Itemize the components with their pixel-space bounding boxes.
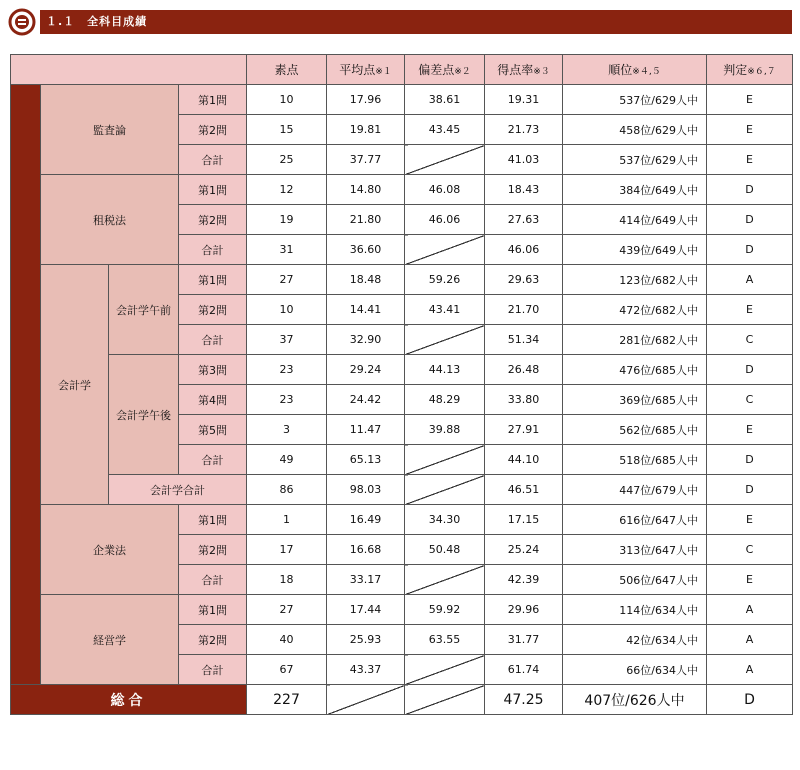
cell-score: 31 bbox=[247, 235, 327, 265]
cell-score: 15 bbox=[247, 115, 327, 145]
row-label: 第1問 bbox=[179, 265, 247, 295]
table-row bbox=[11, 595, 793, 625]
header-row bbox=[11, 55, 793, 85]
cell-judge: E bbox=[707, 145, 793, 175]
cell-avg: 19.81 bbox=[327, 115, 405, 145]
cell-rank: 281位/682人中 bbox=[563, 325, 707, 355]
cell-judge: D bbox=[707, 475, 793, 505]
cell-avg: 33.17 bbox=[327, 565, 405, 595]
row-label: 合計 bbox=[179, 655, 247, 685]
cell-score: 37 bbox=[247, 325, 327, 355]
cell-rank: 66位/634人中 bbox=[563, 655, 707, 685]
cell-rate: 27.91 bbox=[485, 415, 563, 445]
cell-rate: 46.51 bbox=[485, 475, 563, 505]
cell-avg: 65.13 bbox=[327, 445, 405, 475]
cell-dev-empty bbox=[405, 235, 485, 265]
cell-avg: 14.80 bbox=[327, 175, 405, 205]
row-label: 合計 bbox=[179, 445, 247, 475]
cell-dev-empty bbox=[405, 475, 485, 505]
sidebar-band bbox=[11, 85, 41, 685]
col-rate: 得点率※３ bbox=[485, 55, 563, 85]
cell-rank: 616位/647人中 bbox=[563, 505, 707, 535]
cell-rate: 41.03 bbox=[485, 145, 563, 175]
cell-avg: 21.80 bbox=[327, 205, 405, 235]
cell-judge: D bbox=[707, 205, 793, 235]
cell-dev: 59.26 bbox=[405, 265, 485, 295]
cell-rate: 44.10 bbox=[485, 445, 563, 475]
row-label: 第2問 bbox=[179, 625, 247, 655]
cell-rank: 114位/634人中 bbox=[563, 595, 707, 625]
cell-rate: 61.74 bbox=[485, 655, 563, 685]
cell-avg: 25.93 bbox=[327, 625, 405, 655]
cell-dev-empty bbox=[405, 445, 485, 475]
row-label: 第2問 bbox=[179, 535, 247, 565]
cell-avg: 29.24 bbox=[327, 355, 405, 385]
cell-rank: 472位/682人中 bbox=[563, 295, 707, 325]
total-dev-empty bbox=[405, 685, 485, 715]
cell-avg: 36.60 bbox=[327, 235, 405, 265]
cell-judge: A bbox=[707, 595, 793, 625]
cell-dev: 39.88 bbox=[405, 415, 485, 445]
row-label: 第2問 bbox=[179, 205, 247, 235]
cell-dev-empty bbox=[405, 145, 485, 175]
cell-rate: 26.48 bbox=[485, 355, 563, 385]
cell-rank: 313位/647人中 bbox=[563, 535, 707, 565]
subject-sozei: 租税法 bbox=[41, 175, 179, 265]
cell-judge: E bbox=[707, 505, 793, 535]
subject-kaikei: 会計学 bbox=[41, 265, 109, 505]
cell-rank: 42位/634人中 bbox=[563, 625, 707, 655]
subject-keiei: 経営学 bbox=[41, 595, 179, 685]
cell-dev: 43.45 bbox=[405, 115, 485, 145]
table-row bbox=[11, 355, 793, 385]
header-blank bbox=[11, 55, 247, 85]
col-rank: 順位※４,５ bbox=[563, 55, 707, 85]
table-row bbox=[11, 265, 793, 295]
cell-judge: E bbox=[707, 565, 793, 595]
cell-dev-empty bbox=[405, 325, 485, 355]
cell-rate: 27.63 bbox=[485, 205, 563, 235]
cell-rate: 29.96 bbox=[485, 595, 563, 625]
cell-score: 27 bbox=[247, 265, 327, 295]
row-label: 合計 bbox=[179, 235, 247, 265]
cell-score: 86 bbox=[247, 475, 327, 505]
row-label: 第5問 bbox=[179, 415, 247, 445]
cell-score: 18 bbox=[247, 565, 327, 595]
cell-avg: 16.49 bbox=[327, 505, 405, 535]
cell-score: 10 bbox=[247, 85, 327, 115]
cell-score: 17 bbox=[247, 535, 327, 565]
cell-rank: 384位/649人中 bbox=[563, 175, 707, 205]
cell-avg: 14.41 bbox=[327, 295, 405, 325]
cell-rank: 537位/629人中 bbox=[563, 85, 707, 115]
cell-rank: 369位/685人中 bbox=[563, 385, 707, 415]
cell-avg: 37.77 bbox=[327, 145, 405, 175]
cell-judge: A bbox=[707, 655, 793, 685]
cell-avg: 98.03 bbox=[327, 475, 405, 505]
cell-avg: 17.96 bbox=[327, 85, 405, 115]
row-label: 第3問 bbox=[179, 355, 247, 385]
cell-rate: 29.63 bbox=[485, 265, 563, 295]
cell-score: 3 bbox=[247, 415, 327, 445]
subject-kigyo: 企業法 bbox=[41, 505, 179, 595]
cell-score: 1 bbox=[247, 505, 327, 535]
cell-dev: 34.30 bbox=[405, 505, 485, 535]
emblem-icon bbox=[8, 8, 36, 36]
cell-rank: 537位/629人中 bbox=[563, 145, 707, 175]
cell-rank: 506位/647人中 bbox=[563, 565, 707, 595]
cell-judge: A bbox=[707, 625, 793, 655]
cell-rank: 123位/682人中 bbox=[563, 265, 707, 295]
cell-rank: 414位/649人中 bbox=[563, 205, 707, 235]
cell-avg: 24.42 bbox=[327, 385, 405, 415]
cell-dev-empty bbox=[405, 655, 485, 685]
cell-rate: 33.80 bbox=[485, 385, 563, 415]
cell-dev-empty bbox=[405, 565, 485, 595]
table-row bbox=[11, 175, 793, 205]
cell-judge: E bbox=[707, 295, 793, 325]
cell-dev: 46.06 bbox=[405, 205, 485, 235]
cell-score: 40 bbox=[247, 625, 327, 655]
cell-rate: 31.77 bbox=[485, 625, 563, 655]
total-rank: 407位/626人中 bbox=[563, 685, 707, 715]
section-header bbox=[0, 8, 800, 36]
cell-judge: D bbox=[707, 175, 793, 205]
col-judge: 判定※６,７ bbox=[707, 55, 793, 85]
cell-dev: 44.13 bbox=[405, 355, 485, 385]
cell-rate: 21.70 bbox=[485, 295, 563, 325]
cell-rate: 19.31 bbox=[485, 85, 563, 115]
row-label: 第1問 bbox=[179, 505, 247, 535]
total-judge: D bbox=[707, 685, 793, 715]
table-row bbox=[11, 475, 793, 505]
row-label: 合計 bbox=[179, 145, 247, 175]
cell-rate: 21.73 bbox=[485, 115, 563, 145]
cell-judge: C bbox=[707, 535, 793, 565]
col-score: 素点 bbox=[247, 55, 327, 85]
cell-judge: D bbox=[707, 445, 793, 475]
cell-score: 19 bbox=[247, 205, 327, 235]
row-label: 第1問 bbox=[179, 595, 247, 625]
score-table bbox=[10, 54, 793, 715]
cell-avg: 18.48 bbox=[327, 265, 405, 295]
page-title: １.１ 全科目成績 bbox=[40, 10, 792, 34]
cell-judge: D bbox=[707, 235, 793, 265]
subject-kaikei-am: 会計学午前 bbox=[109, 265, 179, 355]
col-avg: 平均点※１ bbox=[327, 55, 405, 85]
cell-avg: 32.90 bbox=[327, 325, 405, 355]
cell-score: 12 bbox=[247, 175, 327, 205]
total-label: 総合 bbox=[11, 685, 247, 715]
cell-dev: 43.41 bbox=[405, 295, 485, 325]
cell-dev: 50.48 bbox=[405, 535, 485, 565]
cell-judge: E bbox=[707, 85, 793, 115]
cell-score: 23 bbox=[247, 385, 327, 415]
row-label: 第1問 bbox=[179, 85, 247, 115]
cell-dev: 63.55 bbox=[405, 625, 485, 655]
cell-dev: 46.08 bbox=[405, 175, 485, 205]
cell-rate: 46.06 bbox=[485, 235, 563, 265]
subject-kansa: 監査論 bbox=[41, 85, 179, 175]
cell-avg: 17.44 bbox=[327, 595, 405, 625]
cell-rate: 25.24 bbox=[485, 535, 563, 565]
cell-rate: 51.34 bbox=[485, 325, 563, 355]
row-label: 第1問 bbox=[179, 175, 247, 205]
table-row bbox=[11, 505, 793, 535]
cell-avg: 16.68 bbox=[327, 535, 405, 565]
cell-judge: A bbox=[707, 265, 793, 295]
total-rate: 47.25 bbox=[485, 685, 563, 715]
cell-avg: 43.37 bbox=[327, 655, 405, 685]
cell-judge: C bbox=[707, 325, 793, 355]
cell-rank: 476位/685人中 bbox=[563, 355, 707, 385]
row-label: 第2問 bbox=[179, 115, 247, 145]
cell-rate: 18.43 bbox=[485, 175, 563, 205]
cell-judge: E bbox=[707, 415, 793, 445]
row-label: 第4問 bbox=[179, 385, 247, 415]
cell-judge: E bbox=[707, 115, 793, 145]
cell-score: 67 bbox=[247, 655, 327, 685]
subject-kaikei-total: 会計学合計 bbox=[109, 475, 247, 505]
cell-dev: 59.92 bbox=[405, 595, 485, 625]
total-score: 227 bbox=[247, 685, 327, 715]
cell-rate: 42.39 bbox=[485, 565, 563, 595]
table-row bbox=[11, 85, 793, 115]
row-label: 合計 bbox=[179, 325, 247, 355]
cell-score: 23 bbox=[247, 355, 327, 385]
col-dev: 偏差点※２ bbox=[405, 55, 485, 85]
row-label: 第2問 bbox=[179, 295, 247, 325]
cell-score: 25 bbox=[247, 145, 327, 175]
row-label: 合計 bbox=[179, 565, 247, 595]
cell-rank: 458位/629人中 bbox=[563, 115, 707, 145]
total-row bbox=[11, 685, 793, 715]
cell-rank: 518位/685人中 bbox=[563, 445, 707, 475]
cell-rank: 439位/649人中 bbox=[563, 235, 707, 265]
cell-rank: 562位/685人中 bbox=[563, 415, 707, 445]
cell-judge: D bbox=[707, 355, 793, 385]
cell-score: 27 bbox=[247, 595, 327, 625]
total-avg-empty bbox=[327, 685, 405, 715]
cell-avg: 11.47 bbox=[327, 415, 405, 445]
cell-score: 49 bbox=[247, 445, 327, 475]
cell-rank: 447位/679人中 bbox=[563, 475, 707, 505]
cell-judge: C bbox=[707, 385, 793, 415]
cell-dev: 48.29 bbox=[405, 385, 485, 415]
cell-rate: 17.15 bbox=[485, 505, 563, 535]
cell-dev: 38.61 bbox=[405, 85, 485, 115]
cell-score: 10 bbox=[247, 295, 327, 325]
subject-kaikei-pm: 会計学午後 bbox=[109, 355, 179, 475]
